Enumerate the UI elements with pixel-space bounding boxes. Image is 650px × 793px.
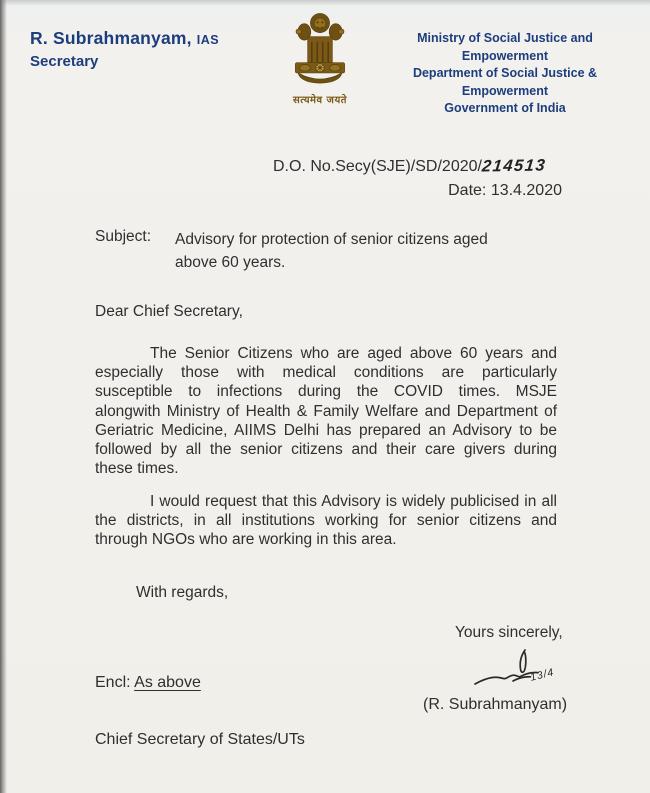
text-line: through NGOs who are working in this area.	[95, 531, 397, 549]
official-block	[30, 28, 219, 70]
ashoka-lion-capital-icon	[289, 8, 351, 90]
text-line: The Senior Citizens who are aged above 60 years and	[150, 345, 557, 362]
subject-text	[175, 228, 525, 274]
signature	[468, 647, 578, 697]
do-number-handwritten: 214513	[481, 156, 548, 176]
ministry-line: Department of Social Justice & Empowerment	[412, 66, 598, 98]
emblem-caption: सत्यमेव जयते	[293, 95, 347, 106]
sincerely-line: Yours sincerely,	[455, 624, 563, 641]
scan-edge-left	[0, 0, 7, 793]
official-name-suffix: IAS	[196, 33, 220, 47]
text-line: especially those with medical conditions are particularly	[95, 364, 557, 382]
scan-edge-top	[0, 0, 650, 6]
enclosure-value: As above	[134, 674, 201, 691]
paragraph-2	[95, 492, 557, 550]
letter-date: Date: 13.4.2020	[448, 182, 562, 199]
subject-label: Subject:	[95, 228, 152, 245]
national-emblem	[280, 8, 360, 106]
signature-date-note: 13/4	[528, 666, 556, 684]
ministry-block	[375, 30, 635, 118]
text-line: Advisory for protection of senior citizens aged	[175, 231, 488, 248]
do-number	[273, 157, 546, 176]
text-line: above 60 years.	[175, 254, 286, 271]
text-line: these times.	[95, 460, 179, 478]
text-line: the districts, in all institutions working for senior citizens and	[95, 512, 557, 530]
regards-line: With regards,	[136, 584, 229, 601]
text-line: followed by all the senior citizens and their care givers during	[95, 441, 557, 459]
enclosure-label: Encl:	[95, 674, 131, 691]
ministry-line: Government of India	[444, 101, 566, 115]
do-number-printed: D.O. No.Secy(SJE)/SD/2020/	[273, 158, 482, 175]
ministry-line: Ministry of Social Justice and Empowerment	[417, 31, 593, 63]
text-line: alongwith Ministry of Health & Family Welfare and Department of	[95, 402, 557, 420]
salutation: Dear Chief Secretary,	[95, 303, 243, 320]
official-title: Secretary	[30, 53, 99, 70]
signatory-name: (R. Subrahmanyam)	[423, 696, 568, 713]
official-name	[30, 28, 219, 49]
addressee: Chief Secretary of States/UTs	[95, 731, 305, 748]
paragraph-1	[95, 344, 557, 478]
text-line: Geriatric Medicine, AIIMS Delhi has prepared an Advisory to be	[95, 421, 557, 439]
text-line: susceptible to infections during the COVID times. MSJE	[95, 383, 557, 401]
official-name-text: R. Subrahmanyam,	[30, 28, 192, 48]
text-line: I would request that this Advisory is widely publicised in all	[150, 493, 557, 510]
enclosure-line	[95, 674, 201, 692]
signature-ink-icon	[468, 647, 578, 697]
